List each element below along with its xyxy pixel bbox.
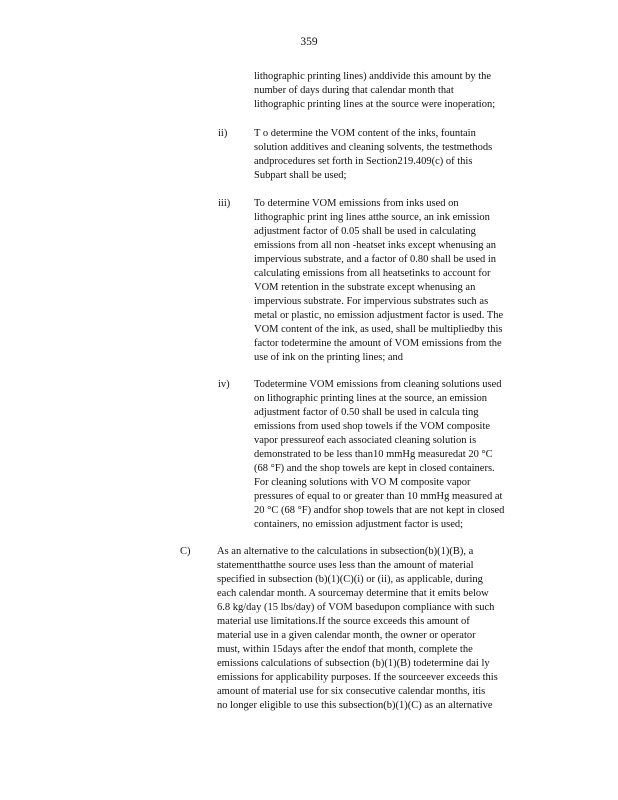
text-line: containers, no emission adjustment factor is used;	[254, 519, 464, 530]
text-line: factor todetermine the amount of VOM emissions from the	[254, 338, 502, 349]
section-marker-c: C)	[180, 546, 191, 557]
text-line: each calendar month. A sourcemay determine that it emits below	[217, 588, 489, 599]
text-line: material use in a given calendar month, the owner or operator	[217, 630, 476, 641]
text-line: Todetermine VOM emissions from cleaning solutions used	[254, 379, 502, 390]
text-line: lithographic print ing lines atthe source, an ink emission	[254, 212, 490, 223]
text-line: lithographic printing lines) anddivide this amount by the	[254, 71, 492, 82]
text-line: metal or plastic, no emission adjustment factor is used. The	[254, 310, 504, 321]
text-line: use of ink on the printing lines; and	[254, 352, 404, 363]
text-line: material use limitations.If the source exceeds this amount of	[217, 616, 470, 627]
text-line: impervious substrate, and a factor of 0.80 shall be used in	[254, 254, 497, 265]
text-line: 6.8 kg/day (15 lbs/day) of VOM basedupon compliance with such	[217, 602, 495, 613]
text-line: adjustment factor of 0.05 shall be used in calculating	[254, 226, 476, 237]
text-line: impervious substrate. For impervious substrates such as	[254, 296, 489, 307]
text-line: specified in subsection (b)(1)(C)(i) or (ii), as applicable, during	[217, 574, 483, 585]
text-line: number of days during that calendar month that	[254, 85, 454, 96]
text-line: solution additives and cleaning solvents, the testmethods	[254, 142, 493, 153]
text-line: As an alternative to the calculations in subsection(b)(1)(B), a	[217, 546, 474, 557]
item-marker-iv: iv)	[218, 379, 230, 390]
item-marker-ii: ii)	[218, 128, 228, 139]
text-line: To determine VOM emissions from inks used on	[254, 198, 459, 209]
text-line: emissions for applicability purposes. If the sourceever exceeds this	[217, 672, 498, 683]
text-line: andprocedures set forth in Section219.409(c) of this	[254, 156, 473, 167]
text-line: emissions from all non -heatset inks except whenusing an	[254, 240, 497, 251]
text-line: on lithographic printing lines at the source, an emission	[254, 393, 487, 404]
text-line: For cleaning solutions with VO M composite vapor	[254, 477, 471, 488]
text-line: no longer eligible to use this subsection(b)(1)(C) as an alternative	[217, 700, 493, 711]
text-line: T o determine the VOM content of the inks, fountain	[254, 128, 476, 139]
page-number: 359	[300, 36, 318, 48]
text-line: Subpart shall be used;	[254, 170, 347, 181]
text-line: emissions calculations of subsection (b)(1)(B) todetermine dai ly	[217, 658, 490, 669]
text-line: calculating emissions from all heatsetinks to account for	[254, 268, 491, 279]
text-line: demonstrated to be less than10 mmHg measuredat 20 °C	[254, 449, 493, 460]
text-line: (68 °F) and the shop towels are kept in closed containers.	[254, 463, 495, 474]
text-line: 20 °C (68 °F) andfor shop towels that are not kept in closed	[254, 505, 505, 516]
text-line: VOM retention in the substrate except whenusing an	[254, 282, 476, 293]
text-line: amount of material use for six consecutive calendar months, itis	[217, 686, 486, 697]
item-marker-iii: iii)	[218, 198, 231, 209]
text-line: vapor pressureof each associated cleaning solution is	[254, 435, 477, 446]
text-line: pressures of equal to or greater than 10 mmHg measured at	[254, 491, 503, 502]
text-line: adjustment factor of 0.50 shall be used in calcula ting	[254, 407, 479, 418]
text-line: statementthatthe source uses less than the amount of material	[217, 560, 474, 571]
text-line: must, within 15days after the endof that month, complete the	[217, 644, 473, 655]
text-line: lithographic printing lines at the source were inoperation;	[254, 99, 496, 110]
text-line: emissions from used shop towels if the VOM composite	[254, 421, 491, 432]
text-line: VOM content of the ink, as used, shall be multipliedby this	[254, 324, 503, 335]
